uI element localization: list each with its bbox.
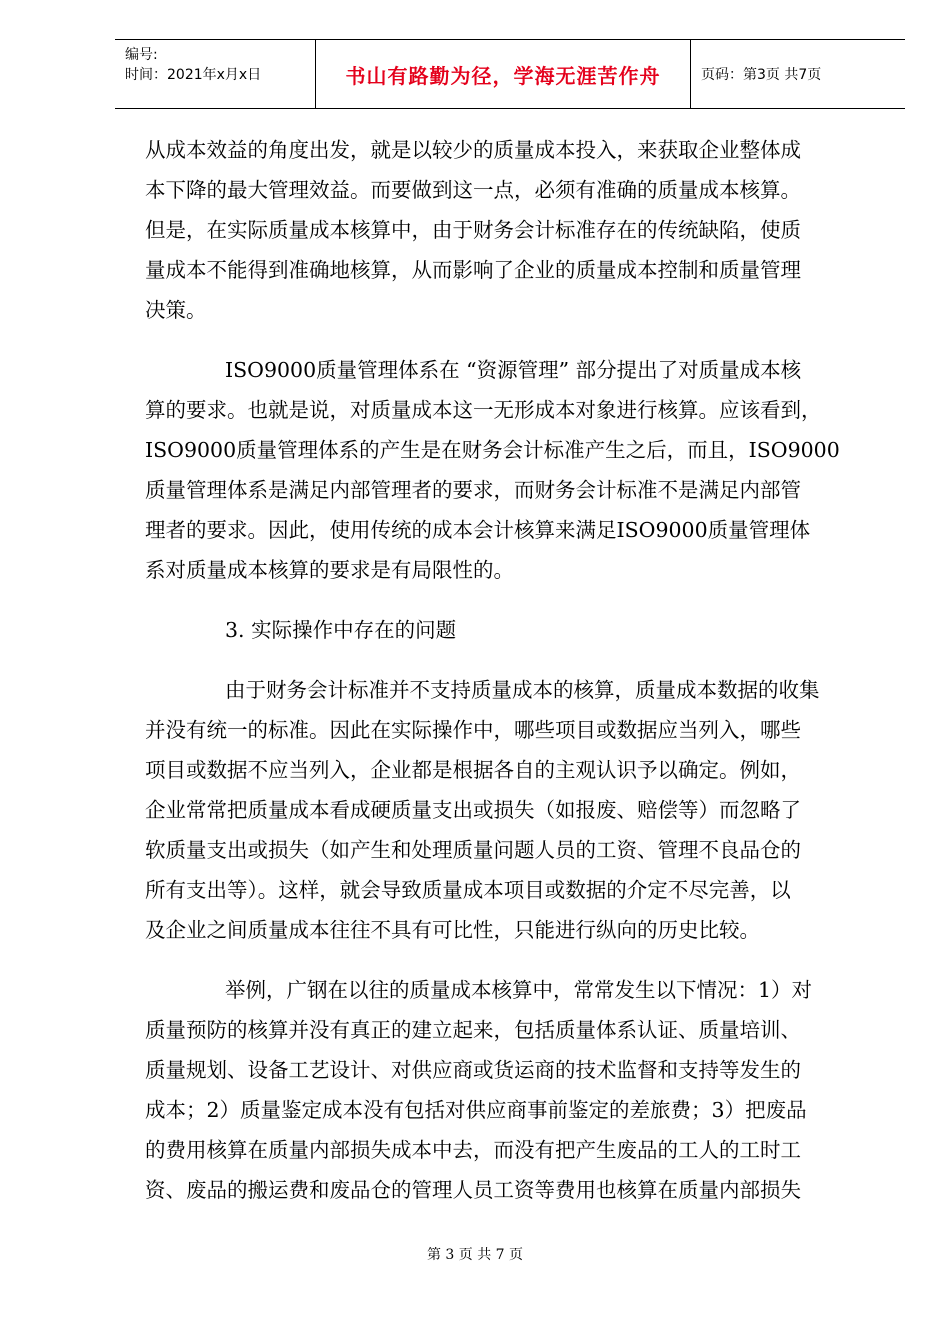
text-line: 质量管理体系是满足内部管理者的要求，而财务会计标准不是满足内部管	[145, 478, 801, 502]
text-line: 理者的要求。因此，使用传统的成本会计核算来满足ISO9000质量管理体	[145, 518, 811, 542]
text-line: 由于财务会计标准并不支持质量成本的核算，质量成本数据的收集	[225, 678, 820, 702]
text-line: 项目或数据不应当列入，企业都是根据各自的主观认识予以确定。例如，	[145, 758, 801, 782]
paragraph-3	[145, 670, 865, 950]
text-line: 成本；2）质量鉴定成本没有包括对供应商事前鉴定的差旅费；3）把废品	[145, 1098, 807, 1122]
footer-page-number: 第 3 页 共 7 页	[426, 1247, 524, 1263]
text-line: 资、废品的搬运费和废品仓的管理人员工资等费用也核算在质量内部损失	[145, 1178, 801, 1202]
header-meta-cell	[115, 40, 316, 108]
paragraph-gap	[145, 650, 865, 670]
text-line: ISO9000质量管理体系的产生是在财务会计标准产生之后，而且，ISO9000	[145, 438, 840, 462]
document-time-label: 时间：2021年x月x日	[125, 67, 262, 83]
paragraph-2	[145, 350, 865, 590]
text-line: 并没有统一的标准。因此在实际操作中，哪些项目或数据应当列入，哪些	[145, 718, 801, 742]
text-line: 从成本效益的角度出发，就是以较少的质量成本投入，来获取企业整体成	[145, 138, 801, 162]
text-line: 的费用核算在质量内部损失成本中去，而没有把产生废品的工人的工时工	[145, 1138, 801, 1162]
text-line: 算的要求。也就是说，对质量成本这一无形成本对象进行核算。应该看到，	[145, 398, 822, 422]
document-number-label: 编号:	[125, 47, 158, 63]
section-heading-block	[145, 610, 865, 650]
paragraph-gap	[145, 330, 865, 350]
document-body	[145, 130, 865, 1210]
text-line: 所有支出等）。这样，就会导致质量成本项目或数据的介定不尽完善，以	[145, 878, 791, 902]
paragraph-gap	[145, 950, 865, 970]
paragraph-1	[145, 130, 865, 330]
header-page-number: 页码：第3页 共7页	[701, 67, 822, 83]
header-motto-cell	[316, 40, 691, 108]
text-line: 举例，广钢在以往的质量成本核算中，常常发生以下情况：1）对	[225, 978, 813, 1002]
text-line: 质量预防的核算并没有真正的建立起来，包括质量体系认证、质量培训、	[145, 1018, 801, 1042]
text-line: 软质量支出或损失（如产生和处理质量问题人员的工资、管理不良品仓的	[145, 838, 801, 862]
text-line: 决策。	[145, 298, 207, 322]
section-heading: 3. 实际操作中存在的问题	[225, 618, 457, 642]
text-line: 量成本不能得到准确地核算，从而影响了企业的质量成本控制和质量管理	[145, 258, 801, 282]
page-footer	[0, 1244, 950, 1264]
text-line: 系对质量成本核算的要求是有局限性的。	[145, 558, 514, 582]
text-line: 质量规划、设备工艺设计、对供应商或货运商的技术监督和支持等发生的	[145, 1058, 801, 1082]
paragraph-gap	[145, 590, 865, 610]
header-motto: 书山有路勤为径，学海无涯苦作舟	[345, 63, 661, 88]
paragraph-4	[145, 970, 865, 1210]
text-line: 企业常常把质量成本看成硬质量支出或损失（如报废、赔偿等）而忽略了	[145, 798, 801, 822]
header-page-cell	[691, 40, 905, 108]
text-line: 但是，在实际质量成本核算中，由于财务会计标准存在的传统缺陷，使质	[145, 218, 801, 242]
text-line: 本下降的最大管理效益。而要做到这一点，必须有准确的质量成本核算。	[145, 178, 801, 202]
page-header	[115, 39, 905, 109]
text-line: ISO9000质量管理体系在 “资源管理” 部分提出了对质量成本核	[225, 358, 802, 382]
text-line: 及企业之间质量成本往往不具有可比性，只能进行纵向的历史比较。	[145, 918, 760, 942]
